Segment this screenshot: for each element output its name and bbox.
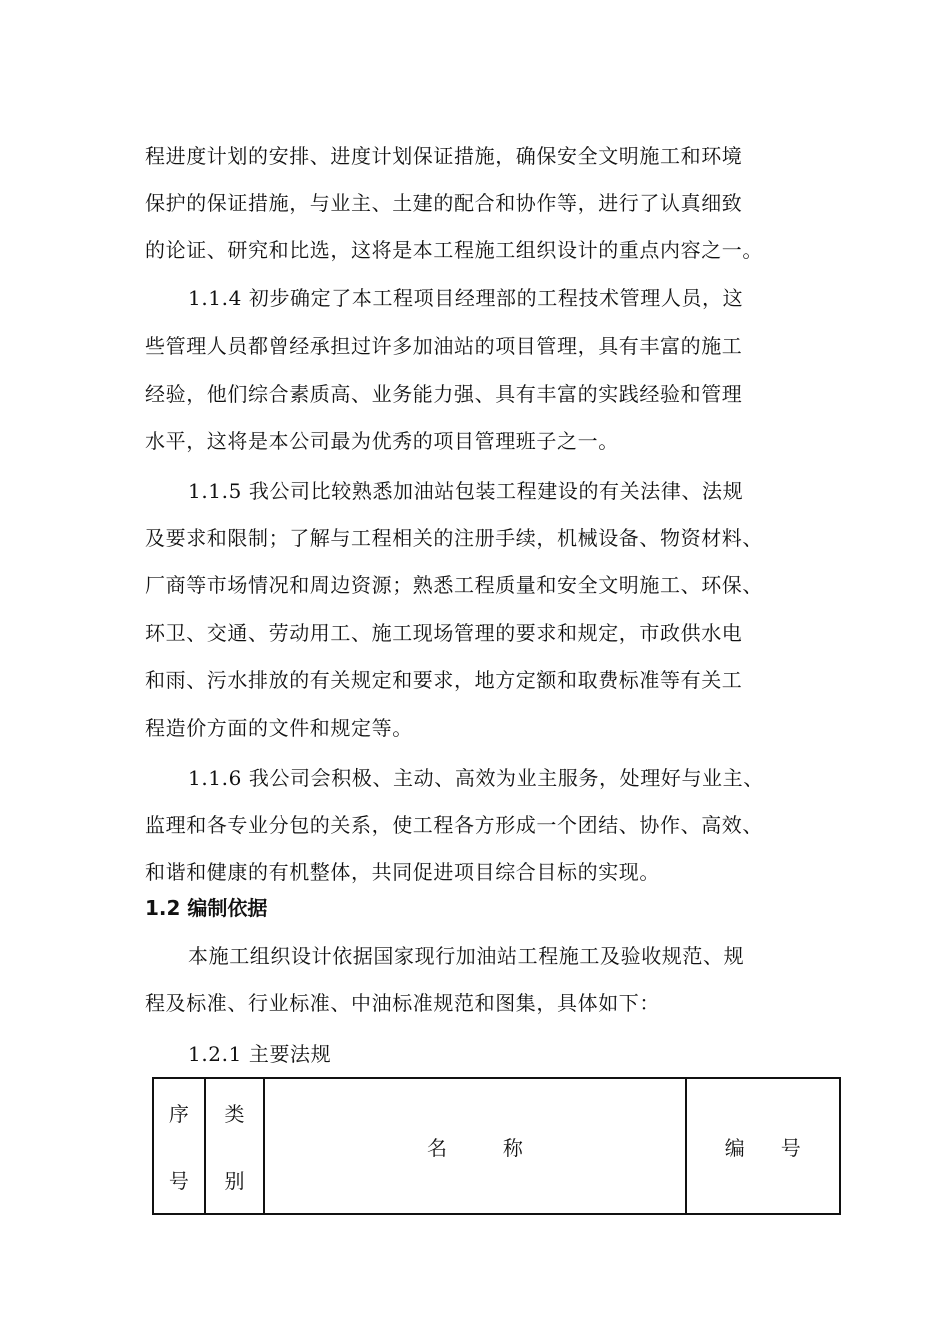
table-header-row (153, 1078, 840, 1214)
paragraph-line: 1.1.4 初步确定了本工程项目经理部的工程技术管理人员，这 (188, 286, 744, 310)
paragraph-line: 和雨、污水排放的有关规定和要求，地方定额和取费标准等有关工 (145, 668, 743, 692)
header-seq (153, 1078, 205, 1214)
subsection-title: 1.2.1 主要法规 (188, 1042, 332, 1066)
header-category-bottom: 别 (224, 1169, 245, 1193)
paragraph-line: 经验，他们综合素质高、业务能力强、具有丰富的实践经验和管理 (145, 382, 743, 406)
paragraph-line: 水平，这将是本公司最为优秀的项目管理班子之一。 (145, 429, 619, 453)
header-seq-top: 序 (168, 1102, 189, 1126)
paragraph-line: 保护的保证措施，与业主、土建的配合和协作等，进行了认真细致 (145, 191, 743, 215)
header-seq-bottom: 号 (168, 1169, 189, 1193)
header-name-label: 名称 (426, 1135, 579, 1160)
paragraph-line: 程造价方面的文件和规定等。 (145, 716, 413, 740)
paragraph-line: 的论证、研究和比选，这将是本工程施工组织设计的重点内容之一。 (145, 238, 763, 262)
regulations-table (152, 1077, 841, 1215)
paragraph-line: 程进度计划的安排、进度计划保证措施，确保安全文明施工和环境 (145, 144, 743, 168)
paragraph-line: 1.1.6 我公司会积极、主动、高效为业主服务，处理好与业主、 (188, 766, 764, 790)
paragraph-line: 环卫、交通、劳动用工、施工现场管理的要求和规定，市政供水电 (145, 621, 743, 645)
paragraph-line: 及要求和限制；了解与工程相关的注册手续，机械设备、物资材料、 (145, 526, 763, 550)
paragraph-line: 和谐和健康的有机整体，共同促进项目综合目标的实现。 (145, 860, 660, 884)
section-heading: 1.2 编制依据 (145, 896, 268, 920)
paragraph-line: 本施工组织设计依据国家现行加油站工程施工及验收规范、规 (188, 944, 745, 968)
paragraph-line: 些管理人员都曾经承担过许多加油站的项目管理，具有丰富的施工 (145, 334, 743, 358)
paragraph-line: 1.1.5 我公司比较熟悉加油站包装工程建设的有关法律、法规 (188, 479, 744, 503)
header-name (264, 1078, 685, 1214)
paragraph-line: 厂商等市场情况和周边资源；熟悉工程质量和安全文明施工、环保、 (145, 573, 763, 597)
header-category-top: 类 (224, 1102, 245, 1126)
header-code (686, 1078, 840, 1214)
header-code-label: 编号 (724, 1135, 837, 1160)
paragraph-line: 程及标准、行业标准、中油标准规范和图集，具体如下： (145, 991, 660, 1015)
header-category (205, 1078, 265, 1214)
paragraph-line: 监理和各专业分包的关系，使工程各方形成一个团结、协作、高效、 (145, 813, 763, 837)
